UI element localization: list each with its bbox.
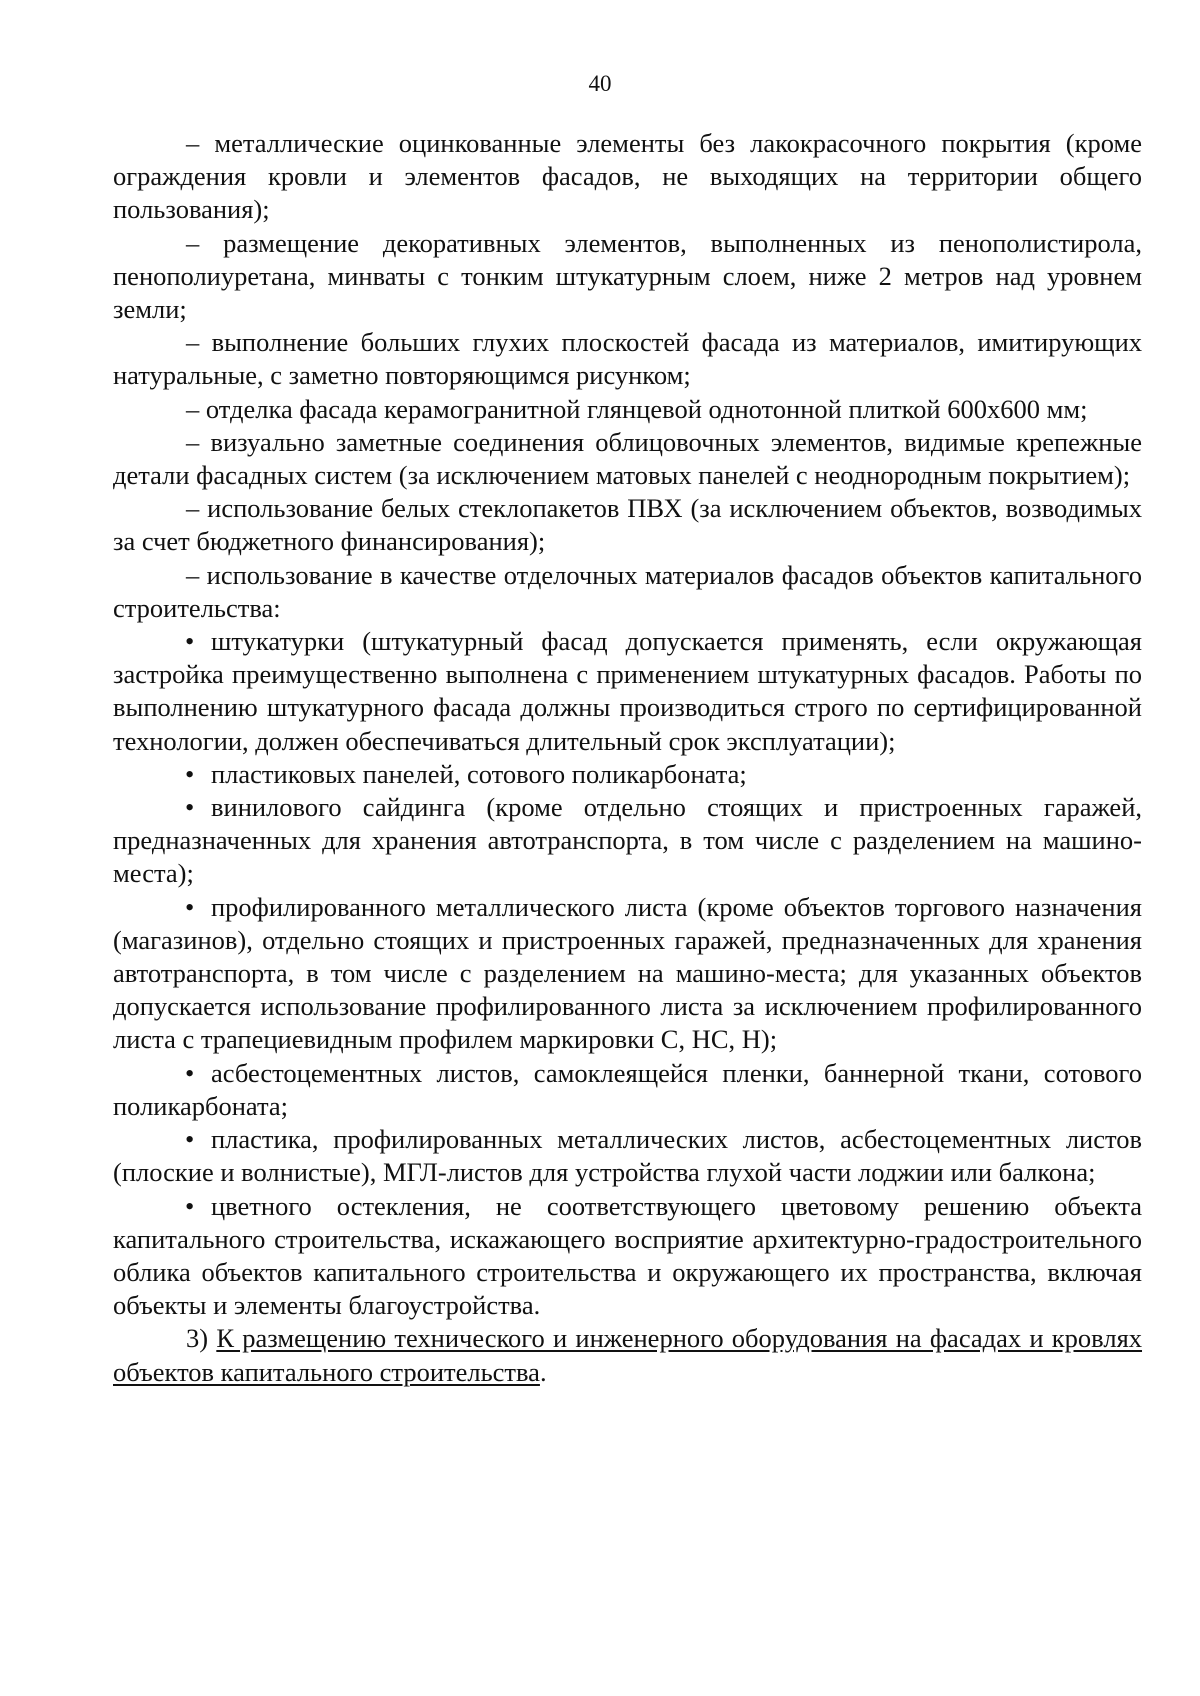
bullet-marker: • — [185, 792, 195, 823]
bullet-item — [113, 1190, 1142, 1323]
dash-marker: – — [186, 327, 200, 358]
list-item-text: выполнение больших глухих плоскостей фасада из материалов, имитирующих натуральные, с заметно повторяющимся рисунком; — [113, 327, 1143, 391]
dash-marker: – — [186, 426, 200, 457]
list-item — [113, 393, 1142, 426]
bullet-item — [113, 758, 1142, 791]
bullet-marker: • — [185, 1124, 195, 1155]
list-item — [113, 426, 1142, 492]
bullet-item-text: пластика, профилированных металлических листов, асбестоцементных листов (плоские и волнистые), МГЛ-листов для устройства глухой части лоджии или балкона; — [113, 1124, 1142, 1188]
list-item — [113, 559, 1142, 625]
list-item-text: использование белых стеклопакетов ПВХ (за исключением объектов, возводимых за счет бюджетного финансирования); — [113, 493, 1142, 557]
page-number: 40 — [588, 71, 612, 96]
bullet-marker: • — [185, 758, 195, 789]
bullet-item — [113, 891, 1142, 1057]
bullet-marker: • — [185, 1057, 195, 1088]
list-item-text: отделка фасада керамогранитной глянцевой однотонной плиткой 600х600 мм; — [205, 393, 1088, 424]
bullet-marker: • — [185, 891, 195, 922]
section-number: 3) — [186, 1323, 209, 1354]
bullet-item-text: винилового сайдинга (кроме отдельно стоящих и пристроенных гаражей, предназначенных для хранения автотранспорта, в том числе с разделением на машино-места); — [113, 792, 1142, 889]
section-heading — [113, 1322, 1142, 1388]
bullet-item — [113, 1057, 1142, 1123]
list-item — [113, 227, 1142, 327]
section-heading-text: К размещению технического и инженерного оборудования на фасадах и кровлях объектов капитального строительства — [113, 1323, 1143, 1387]
list-item-text: визуально заметные соединения облицовочных элементов, видимые крепежные детали фасадных систем (за исключением матовых панелей с неоднородным покрытием); — [113, 426, 1142, 491]
dash-marker: – — [186, 227, 200, 258]
dash-marker: – — [186, 393, 200, 424]
bullet-item — [113, 1123, 1142, 1189]
bullet-item-text: штукатурки (штукатурный фасад допускается применять, если окружающая застройка преимущественно выполнена с применением штукатурных фасадов. Работы по выполнению штукатурного фасада должны производиться строго по сертифицированной технологии, должен обеспечиваться длительный срок эксплуатации); — [113, 626, 1142, 756]
list-item — [113, 492, 1142, 558]
bullet-marker: • — [185, 626, 195, 657]
document-body — [113, 127, 1142, 1389]
bullet-item-text: цветного остекления, не соответствующего цветовому решению объекта капитального строительства, искажающего восприятие архитектурно-градостроительного облика объектов капитального строительства и окружающего их пространства, включая объекты и элементы благоустройства. — [113, 1190, 1142, 1321]
list-item-text: металлические оцинкованные элементы без лакокрасочного покрытия (кроме ограждения кровли и элементов фасадов, не выходящих на территории общего пользования); — [113, 128, 1142, 225]
list-item — [113, 127, 1142, 227]
section-heading-end: . — [539, 1356, 547, 1387]
list-item-text: использование в качестве отделочных материалов фасадов объектов капитального строительства: — [113, 559, 1142, 623]
bullet-item-text: асбестоцементных листов, самоклеящейся пленки, баннерной ткани, сотового поликарбоната; — [113, 1057, 1142, 1121]
dash-marker: – — [186, 128, 200, 158]
dash-marker: – — [186, 493, 200, 524]
bullet-item-text: профилированного металлического листа (кроме объектов торгового назначения (магазинов), отдельно стоящих и пристроенных гаражей, предназначенных для хранения автотранспорта, в том числе с разделением на машино-места; для указанных объектов допускается использование профилированного листа за исключением профилированного листа с трапециевидным профилем маркировки С, НС, Н); — [113, 891, 1142, 1055]
bullet-item — [113, 791, 1142, 891]
bullet-item — [113, 625, 1142, 758]
list-item-text: размещение декоративных элементов, выполненных из пенополистирола, пенополиуретана, минваты с тонким штукатурным слоем, ниже 2 метров над уровнем земли; — [113, 227, 1142, 325]
bullet-marker: • — [185, 1190, 195, 1221]
bullet-item-text: пластиковых панелей, сотового поликарбоната; — [211, 758, 747, 789]
dash-marker: – — [186, 559, 200, 590]
list-item — [113, 326, 1142, 392]
